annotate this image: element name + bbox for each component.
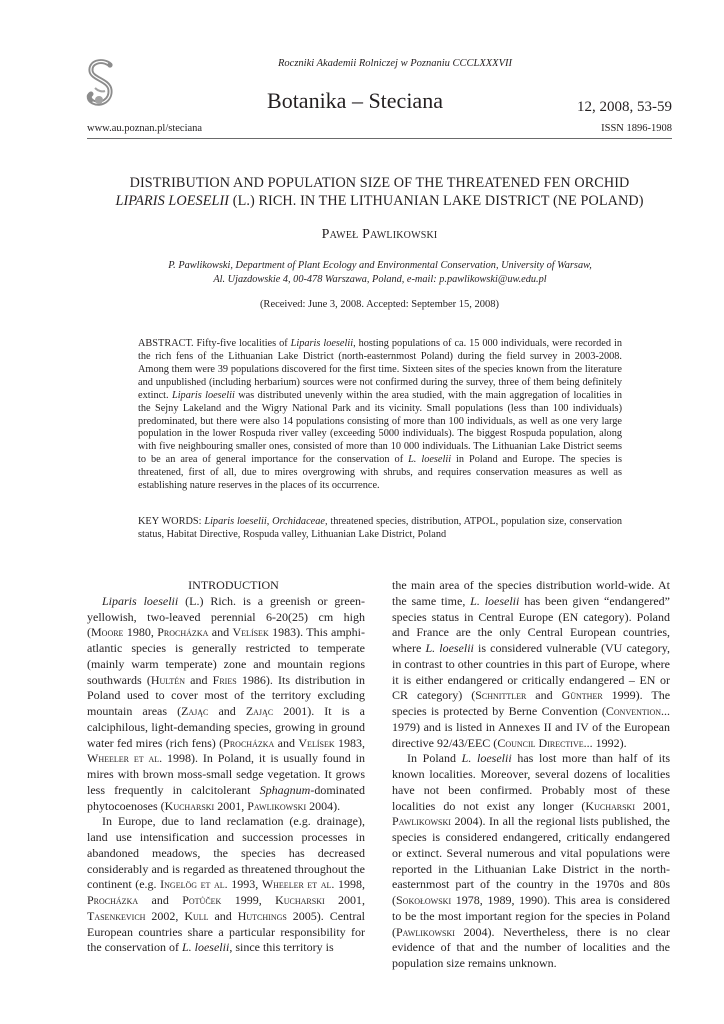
citation-author: Fries xyxy=(212,672,237,687)
keywords-text: , threatened species, distribution, ATPOL, population size, conservation status, Habitat Directive, Rospuda valley, Lithuanian Lake District, Poland xyxy=(138,516,622,540)
citation-author: Procházka xyxy=(157,625,209,640)
citation-author: Velísek xyxy=(232,625,269,640)
text: , since this territory is xyxy=(229,940,334,955)
citation-author: Wheeler et al. xyxy=(87,751,163,766)
keywords-text: , xyxy=(266,516,273,527)
logo-graphic xyxy=(85,58,117,110)
keyword-family: Orchidaceae xyxy=(272,516,325,527)
citation-author: Zając xyxy=(245,704,274,718)
citation-author: Zając xyxy=(181,704,209,718)
text: is considered vulnerable (VU category, in contrast to other countries in this part of Europe, where it is either endangered or critically endangered – EN or CR category) ( xyxy=(392,641,670,703)
text: 2004). In all the regional lists published, the species is considered endangered, critically endangered or extinct. Several numerous and vital populations were reported in the Lithuanian Lake District in the north-easternmost part of the country in the 1970s and 80s ( xyxy=(392,814,670,907)
text: 2005). Central European countries share a particular responsibility for the conservation of xyxy=(87,908,366,955)
citation-author: Velísek xyxy=(298,735,335,750)
keyword-species: Liparis loeselii xyxy=(204,516,267,527)
text: 1999, xyxy=(221,893,276,907)
citation-author: Schnittler xyxy=(475,688,527,703)
abstract-text: was distributed unevenly within the area studied, with the main aggregation of localities in the Sejny Lakeland and the Wigry National Park and its vicinity. Small populations (less than 100 individuals) predominated, but there were also 14 populations consisting of more than 100 individuals, as well as one very large population in the lower Rospuda river valley (exceeding 5000 individuals). The biggest Rospuda population, along with five neighbouring smaller ones, consisted of more than 10 000 individuals. The Lithuanian Lake District seems to be an area of general importance for the conservation of xyxy=(138,389,622,466)
text: and xyxy=(208,908,238,923)
text: -dominated phytocoenoses ( xyxy=(87,782,365,813)
text: and xyxy=(184,672,213,687)
citation-author: Kull xyxy=(184,908,209,923)
text: 2001, xyxy=(324,893,366,907)
paragraph-2 xyxy=(87,814,365,956)
citation-author: Procházka xyxy=(223,735,275,750)
body-column-left xyxy=(87,578,365,956)
citation-author: Convention... xyxy=(605,704,670,718)
species-name: Liparis loeselii xyxy=(102,593,179,608)
species-name: L. loeselii xyxy=(461,751,512,766)
citation-author: Procházka xyxy=(87,893,139,907)
text: and xyxy=(208,625,233,640)
affiliation xyxy=(120,259,640,286)
citation-author: Kucharski xyxy=(164,798,215,813)
article-title xyxy=(87,174,672,210)
text: 1998, xyxy=(334,877,365,892)
text: 1980, xyxy=(123,625,158,640)
body-column-right xyxy=(392,578,670,972)
text: In Poland xyxy=(407,751,462,766)
text: 2001, xyxy=(214,798,248,813)
text: 1983). This amphi-atlantic species is generally restricted to temperate (mainly warm temperate) zone and mountain regions southwards ( xyxy=(87,625,366,687)
text: 1979) and is listed in Annexes II and IV of the European directive 92/43/EEC ( xyxy=(392,719,670,750)
citation-author: Pawlikowski xyxy=(392,814,451,829)
text: 2004). xyxy=(306,798,341,813)
affiliation-line-1: P. Pawlikowski, Department of Plant Ecology and Environmental Conservation, University of Warsaw, xyxy=(168,260,592,271)
text: the main area of the species distribution world-wide. At the same time, xyxy=(392,578,670,608)
abstract xyxy=(138,338,622,493)
title-line-2: (L.) RICH. IN THE LITHUANIAN LAKE DISTRICT (NE POLAND) xyxy=(229,193,644,209)
text: has been given “endangered” species status in Central Europe (EN category). Poland and France are the only Central European countries, where xyxy=(392,593,670,655)
species-name: Liparis loeselii xyxy=(171,389,235,401)
abstract-text: ABSTRACT. Fifty-five localities of xyxy=(138,338,291,349)
citation-author: Council Directive... xyxy=(497,735,593,750)
journal-series: Roczniki Akademii Rolniczej w Poznaniu CCCLXXXVII xyxy=(278,58,512,69)
text: and xyxy=(208,704,246,718)
citation-author: Kucharski xyxy=(275,893,325,907)
citation-author: Ingelög et al. xyxy=(160,877,228,892)
keywords-label: KEY WORDS: xyxy=(138,516,205,527)
header-rule xyxy=(87,138,672,139)
text: In Europe, due to land reclamation (e.g. drainage), land use intensification and succession processes in abandoned meadows, the species has decreased considerably and is regarded as threatened throughout the continent (e.g. xyxy=(87,814,365,892)
text: 1993, xyxy=(227,877,262,892)
title-species: LIPARIS LOESELII xyxy=(115,193,230,209)
abstract-text: , hosting populations of ca. 15 000 individuals, were recorded in the rich fens of the Lithuanian Lake District (north-easternmost Poland) during the field survey in 2003-2008. Among them were 39 populations discovered for the first time. Sixteen sites of the species known from the literature and unpublished (including herbarium) sources were not confirmed during the survey, three of them being definitely extinct. xyxy=(138,338,622,401)
text: has lost more than half of its known localities. Moreover, several dozens of localities have not been confirmed. Probably most of these localities do not exist any longer ( xyxy=(392,751,670,813)
text: 1986). Its distribution in Poland used to cover most of the territory excluding mountain areas ( xyxy=(87,672,365,718)
section-heading: INTRODUCTION xyxy=(188,578,279,592)
volume-info: 12, 2008, 53-59 xyxy=(577,99,672,115)
citation-author: Kucharski xyxy=(585,798,635,813)
citation-author: Potůček xyxy=(182,893,222,907)
text: and xyxy=(526,688,562,703)
species-name: L. loeselii xyxy=(425,641,474,655)
citation-author: Hutchings xyxy=(237,908,287,923)
citation-author: Günther xyxy=(561,688,603,703)
citation-author: Sokołowski xyxy=(396,893,452,907)
genus-name: Sphagnum xyxy=(259,782,311,797)
text: 1992). xyxy=(592,735,627,750)
citation-author: Moore xyxy=(91,625,124,640)
species-name: L. loeselii xyxy=(408,454,452,466)
affiliation-line-2: Al. Ujazdowskie 4, 00-478 Warszawa, Poland, e-mail: p.pawlikowski@uw.edu.pl xyxy=(213,273,547,285)
s-serpent-logo xyxy=(85,58,117,110)
issn: ISSN 1896-1908 xyxy=(601,123,672,134)
journal-name: Botanika – Steciana xyxy=(267,88,443,113)
keywords xyxy=(138,516,622,542)
received-dates: (Received: June 3, 2008. Accepted: September 15, 2008) xyxy=(259,299,500,310)
text: 2001, xyxy=(634,798,671,813)
text: (L.) Rich. is a greenish or green-yellowish, two-leaved perennial 6-20(25) cm high ( xyxy=(87,593,366,640)
paragraph-3 xyxy=(392,751,670,972)
text: 2002, xyxy=(145,908,185,923)
citation-author: Wheeler et al. xyxy=(261,877,335,892)
paragraph-1 xyxy=(87,594,365,815)
species-name: L. loeselii xyxy=(181,940,230,955)
citation-author: Tasenkevich xyxy=(87,908,146,923)
text: 1978, 1989, 1990). This area is considered to be the most important region for the species in Poland ( xyxy=(392,893,670,939)
text: 2001). It is a calciphilous, light-demanding species, growing in ground water fed mires (rich fens) ( xyxy=(87,704,366,750)
text: 2004). Nevertheless, there is no clear evidence of that and the number of localities and the population size remains unknown. xyxy=(392,924,670,970)
citation-author: Pawlikowski xyxy=(247,798,307,813)
text: and xyxy=(274,735,299,750)
text: 1998). In Poland, it is usually found in mires with brown moss-small sedge vegetation. It grows less frequently in calcitolerant xyxy=(87,751,365,797)
species-name: Liparis loeselii xyxy=(290,338,354,349)
species-name: L. loeselii xyxy=(470,593,520,608)
paragraph-2-continued xyxy=(392,578,670,751)
author-name: Paweł Pawlikowski xyxy=(321,227,438,242)
citation-author: Hultén xyxy=(150,672,185,687)
title-line-1: DISTRIBUTION AND POPULATION SIZE OF THE THREATENED FEN ORCHID xyxy=(129,175,630,191)
citation-author: Pawlikowski xyxy=(396,924,455,939)
text: 1999). The species is protected by Berne Convention ( xyxy=(392,688,671,718)
text: 1983, xyxy=(334,735,365,750)
text: and xyxy=(138,893,183,907)
journal-website[interactable]: www.au.poznan.pl/steciana xyxy=(87,123,203,134)
abstract-text: in Poland and Europe. The species is threatened, first of all, due to mires overgrowing with shrubs, and requires conservation measures as well as establishing nature reserves in the places of its occurrence. xyxy=(138,454,622,492)
